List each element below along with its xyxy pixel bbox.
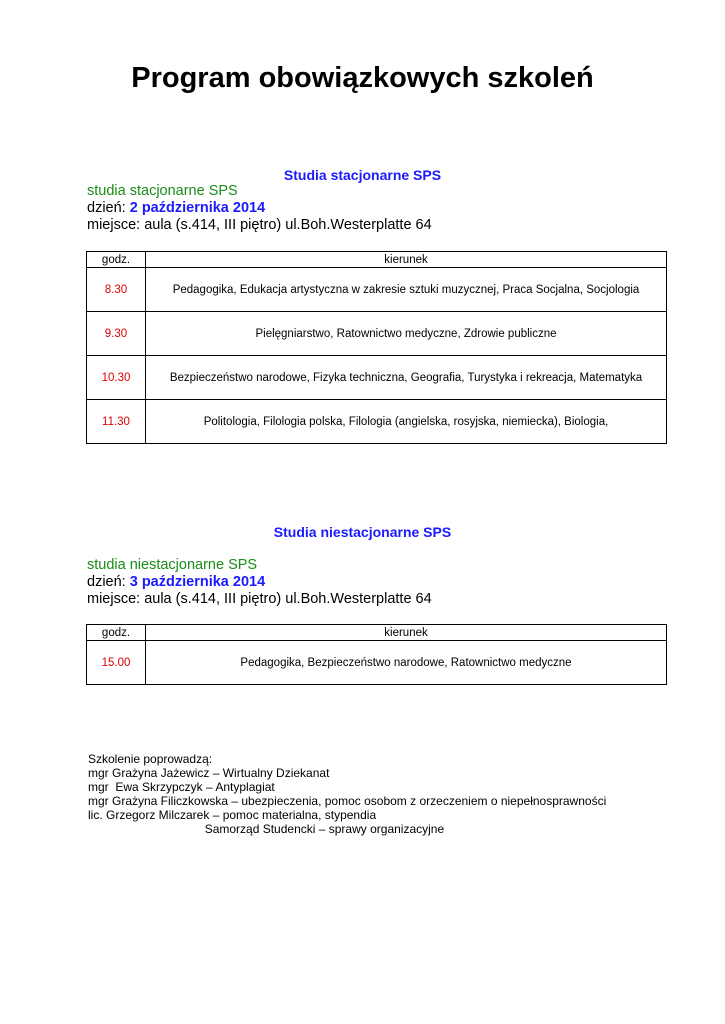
table-row <box>87 400 667 444</box>
row-kierunek: Politologia, Filologia polska, Filologia (angielska, rosyjska, niemiecka), Biologia, <box>146 400 667 444</box>
day-label: dzień: <box>87 574 130 590</box>
day-label: dzień: <box>87 200 130 216</box>
row-time: 8.30 <box>87 268 146 312</box>
place-line: miejsce: aula (s.414, III piętro) ul.Boh.Westerplatte 64 <box>87 591 432 607</box>
page-title: Program obowiązkowych szkoleń <box>131 62 594 94</box>
schedule-table-niestacjonarne <box>86 624 667 685</box>
row-kierunek: Bezpieczeństwo narodowe, Fizyka techniczna, Geografia, Turystyka i rekreacja, Matematyka <box>146 356 667 400</box>
day-line <box>87 200 432 217</box>
table-row <box>87 356 667 400</box>
studies-label: studia stacjonarne SPS <box>87 183 238 199</box>
trainers-intro: Szkolenie poprowadzą: <box>88 752 213 766</box>
studies-label: studia niestacjonarne SPS <box>87 557 258 573</box>
row-time: 9.30 <box>87 312 146 356</box>
table-header-row <box>87 625 667 641</box>
trainer-line: lic. Grzegorz Milczarek – pomoc materialna, stypendia <box>88 808 377 822</box>
trainer-line: mgr Grażyna Filiczkowska – ubezpieczenia, pomoc osobom z orzeczeniem o niepełnosprawności <box>88 794 607 808</box>
section-heading-niestacjonarne: Studia niestacjonarne SPS <box>273 524 452 540</box>
trainers-list <box>88 752 606 836</box>
trainer-line: mgr Grażyna Jażewicz – Wirtualny Dziekanat <box>88 766 330 780</box>
section-info-niestacjonarne <box>87 557 432 608</box>
section-info-stacjonarne <box>87 183 432 234</box>
column-header-kierunek: kierunek <box>146 625 667 641</box>
table-header-row <box>87 252 667 268</box>
day-value: 2 października 2014 <box>129 200 266 216</box>
section-heading-stacjonarne: Studia stacjonarne SPS <box>283 167 442 183</box>
row-time: 10.30 <box>87 356 146 400</box>
table-row <box>87 268 667 312</box>
column-header-godz: godz. <box>87 625 146 641</box>
row-kierunek: Pedagogika, Edukacja artystyczna w zakresie sztuki muzycznej, Praca Socjalna, Socjologia <box>146 268 667 312</box>
trainer-line: mgr Ewa Skrzypczyk – Antyplagiat <box>88 780 275 794</box>
schedule-table-stacjonarne <box>86 251 667 444</box>
table-row <box>87 312 667 356</box>
row-time: 15.00 <box>87 641 146 685</box>
row-time: 11.30 <box>87 400 146 444</box>
row-kierunek: Pedagogika, Bezpieczeństwo narodowe, Ratownictwo medyczne <box>146 641 667 685</box>
place-line: miejsce: aula (s.414, III piętro) ul.Boh.Westerplatte 64 <box>87 217 432 233</box>
trainer-line: Samorząd Studencki – sprawy organizacyjne <box>88 822 445 836</box>
row-kierunek: Pielęgniarstwo, Ratownictwo medyczne, Zdrowie publiczne <box>146 312 667 356</box>
day-value: 3 października 2014 <box>129 574 266 590</box>
table-row <box>87 641 667 685</box>
day-line <box>87 574 432 591</box>
column-header-kierunek: kierunek <box>146 252 667 268</box>
column-header-godz: godz. <box>87 252 146 268</box>
